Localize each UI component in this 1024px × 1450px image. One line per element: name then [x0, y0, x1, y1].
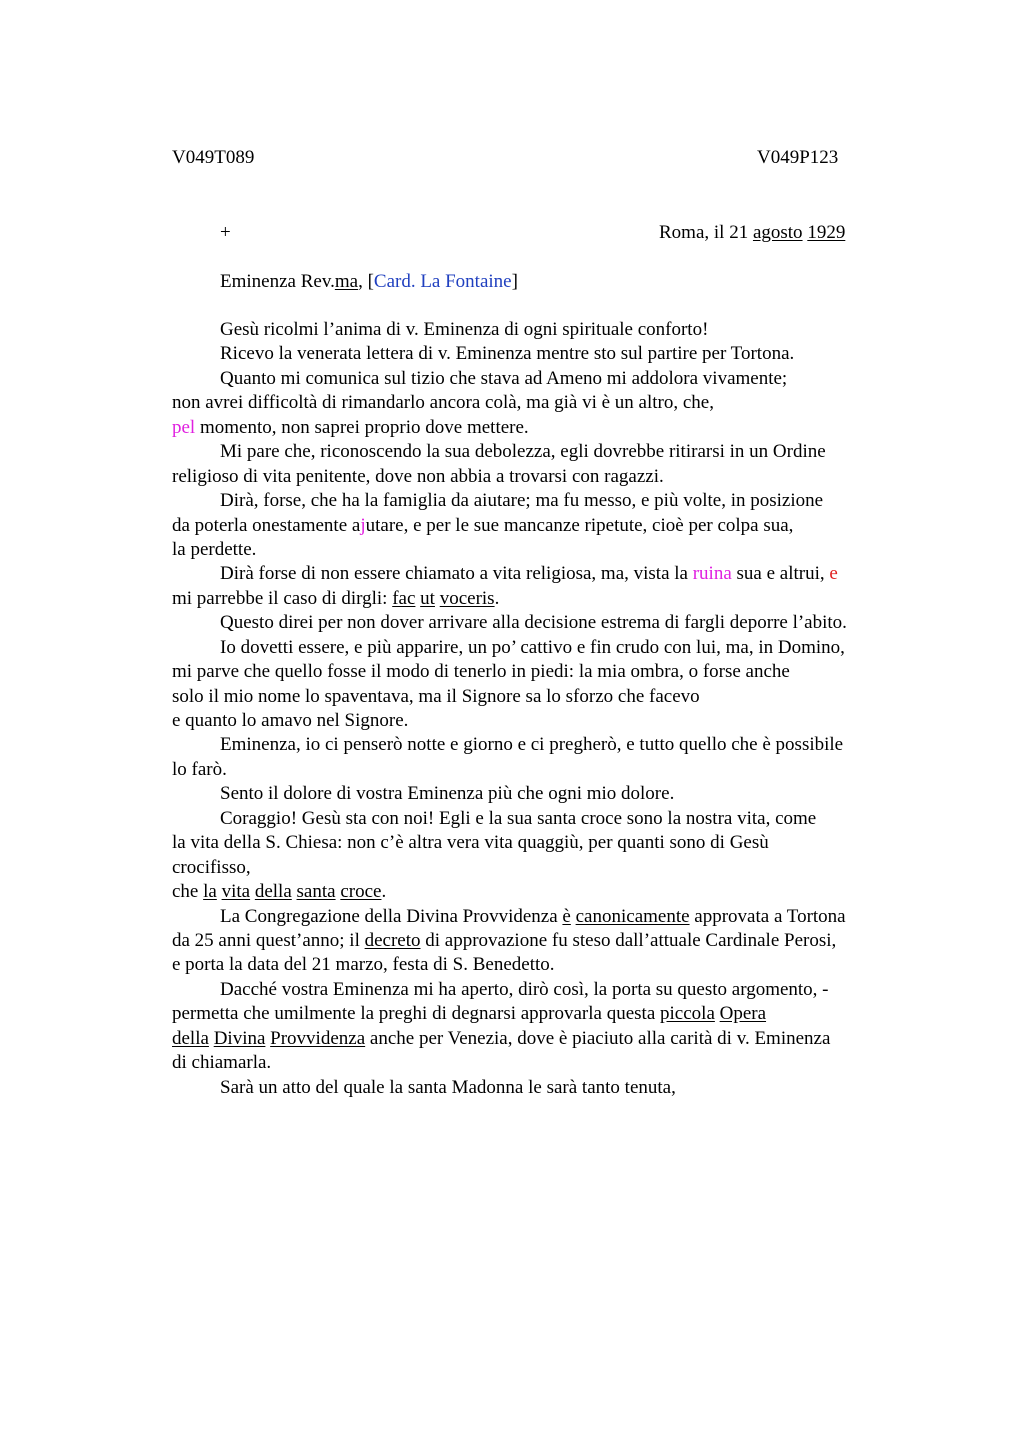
text-line: Quanto mi comunica sul tizio che stava ad Ameno mi addolora vivamente;	[220, 367, 788, 389]
salutation: Eminenza Rev.ma, [Card. La Fontaine]	[220, 271, 518, 292]
text-line: permetta che umilmente la preghi di degnarsi approvarla questa piccola Opera	[172, 1003, 767, 1025]
text-line: La Congregazione della Divina Provvidenza è canonicamente approvata a Tortona	[220, 905, 846, 927]
text-line: crocifisso,	[172, 856, 251, 878]
text-line: Io dovetti essere, e più apparire, un po’ cattivo e fin crudo con lui, ma, in Domino,	[220, 636, 845, 658]
text-line: pel momento, non saprei proprio dove mettere.	[172, 416, 529, 438]
dateline-month: agosto	[752, 222, 803, 243]
text-line: della Divina Provvidenza anche per Venezia, dove è piaciuto alla carità di v. Eminenza	[172, 1027, 831, 1049]
text-line: mi parve che quello fosse il modo di tenerlo in piedi: la mia ombra, o forse anche	[172, 661, 790, 683]
text-line: Questo direi per non dover arrivare alla decisione estrema di fargli deporre l’abito.	[220, 612, 847, 634]
text-line: lo farò.	[172, 758, 227, 780]
dateline	[659, 221, 845, 245]
text-line: di chiamarla.	[172, 1052, 272, 1074]
document-code-left: V049T089	[172, 147, 255, 168]
cross-mark: +	[220, 222, 231, 243]
dateline-year: 1929	[807, 222, 846, 243]
text-line: la vita della S. Chiesa: non c’è altra vera vita quaggiù, per quanti sono di Gesù	[172, 832, 769, 854]
text-line: mi parrebbe il caso di dirgli: fac ut voceris.	[172, 587, 500, 609]
text-line: religioso di vita penitente, dove non abbia a trovarsi con ragazzi.	[172, 465, 664, 487]
dateline-prefix: Roma, il 21	[659, 222, 753, 243]
text-line: solo il mio nome lo spaventava, ma il Signore sa lo sforzo che facevo	[172, 685, 700, 707]
text-line: e quanto lo amavo nel Signore.	[172, 710, 409, 731]
text-line: da 25 anni quest’anno; il decreto di approvazione fu steso dall’attuale Cardinale Perosi,	[172, 929, 837, 951]
text-line: Coraggio! Gesù sta con noi! Egli e la sua santa croce sono la nostra vita, come	[220, 807, 817, 829]
text-line: Dirà, forse, che ha la famiglia da aiutare; ma fu messo, e più volte, in posizione	[220, 490, 824, 512]
text-line: e porta la data del 21 marzo, festa di S. Benedetto.	[172, 954, 555, 976]
text-line: Mi pare che, riconoscendo la sua debolezza, egli dovrebbe ritirarsi in un Ordine	[220, 441, 826, 463]
text-line: da poterla onestamente ajutare, e per le sue mancanze ripetute, cioè per colpa sua,	[172, 514, 794, 536]
text-line: Ricevo la venerata lettera di v. Eminenza mentre sto sul partire per Tortona.	[220, 343, 795, 365]
text-line: Sento il dolore di vostra Eminenza più che ogni mio dolore.	[220, 783, 675, 805]
recipient-annotation: Card. La Fontaine	[373, 271, 512, 292]
text-line: Eminenza, io ci penserò notte e giorno e ci pregherò, e tutto quello che è possibile	[220, 734, 844, 756]
text-line: Sarà un atto del quale la santa Madonna le sarà tanto tenuta,	[220, 1076, 676, 1098]
text-line: Dacché vostra Eminenza mi ha aperto, dirò così, la porta su questo argomento, -	[220, 978, 829, 1000]
text-line: non avrei difficoltà di rimandarlo ancora colà, ma già vi è un altro, che,	[172, 392, 714, 414]
letter-body	[172, 318, 912, 1100]
text-line: che la vita della santa croce.	[172, 881, 387, 903]
text-line: Dirà forse di non essere chiamato a vita religiosa, ma, vista la ruina sua e altrui, e	[220, 563, 838, 585]
page-code-right: V049P123	[757, 147, 839, 168]
text-line: Gesù ricolmi l’anima di v. Eminenza di ogni spirituale conforto!	[220, 319, 709, 340]
text-line: la perdette.	[172, 538, 257, 560]
